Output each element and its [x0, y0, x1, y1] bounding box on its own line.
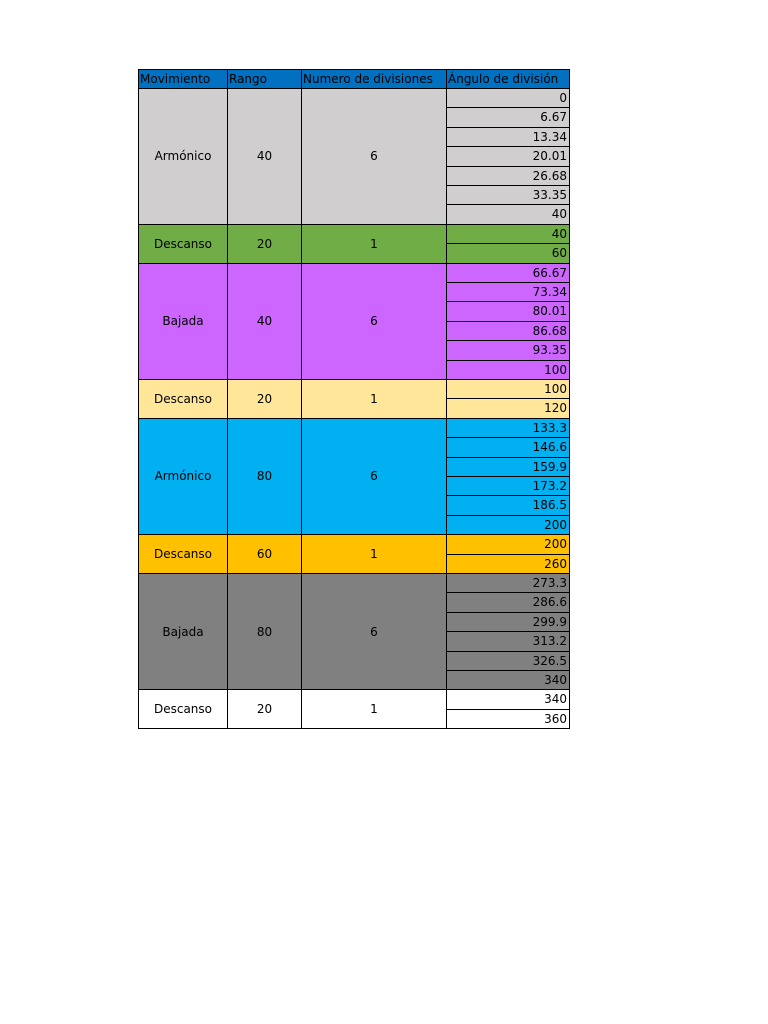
divisiones-cell[interactable]: 1 [301, 380, 446, 419]
rango-cell[interactable]: 40 [227, 264, 301, 380]
header-rango[interactable]: Rango [227, 69, 301, 89]
table-row [138, 535, 570, 574]
header-row [138, 69, 570, 89]
rango-cell[interactable]: 80 [227, 419, 301, 535]
angle-cell[interactable]: 73.34 [447, 283, 569, 302]
movimiento-cell[interactable]: Descanso [138, 690, 227, 729]
rango-cell[interactable]: 20 [227, 380, 301, 419]
rango-cell[interactable]: 40 [227, 89, 301, 225]
angle-cell[interactable]: 159.9 [447, 458, 569, 477]
header-divisiones[interactable]: Numero de divisiones [301, 69, 446, 89]
angle-cell[interactable]: 313.2 [447, 632, 569, 651]
movimiento-cell[interactable]: Descanso [138, 380, 227, 419]
angle-cell[interactable]: 360 [447, 710, 569, 729]
movimiento-cell[interactable]: Bajada [138, 574, 227, 690]
angle-cell[interactable]: 340 [447, 671, 569, 690]
divisiones-cell[interactable]: 1 [301, 225, 446, 264]
divisiones-cell[interactable]: 1 [301, 535, 446, 574]
angle-cell[interactable]: 286.6 [447, 593, 569, 612]
angle-list [446, 535, 570, 574]
movimiento-cell[interactable]: Bajada [138, 264, 227, 380]
divisiones-cell[interactable]: 6 [301, 89, 446, 225]
movimiento-cell[interactable]: Armónico [138, 419, 227, 535]
angle-cell[interactable]: 299.9 [447, 613, 569, 632]
angle-cell[interactable]: 33.35 [447, 186, 569, 205]
movimiento-cell[interactable]: Descanso [138, 225, 227, 264]
table-body [138, 89, 570, 729]
angle-list [446, 225, 570, 264]
angle-cell[interactable]: 40 [447, 205, 569, 224]
rango-cell[interactable]: 20 [227, 225, 301, 264]
rango-cell[interactable]: 60 [227, 535, 301, 574]
angle-cell[interactable]: 120 [447, 399, 569, 418]
divisiones-cell[interactable]: 6 [301, 264, 446, 380]
angle-cell[interactable]: 0 [447, 89, 569, 108]
angle-cell[interactable]: 86.68 [447, 322, 569, 341]
header-angulo[interactable]: Ángulo de división [446, 69, 570, 89]
angle-cell[interactable]: 133.3 [447, 419, 569, 438]
divisiones-cell[interactable]: 6 [301, 574, 446, 690]
angle-list [446, 419, 570, 535]
angle-cell[interactable]: 186.5 [447, 496, 569, 515]
divisiones-cell[interactable]: 1 [301, 690, 446, 729]
table-row [138, 574, 570, 690]
angle-cell[interactable]: 340 [447, 690, 569, 709]
angle-list [446, 574, 570, 690]
angle-list [446, 264, 570, 380]
angle-cell[interactable]: 273.3 [447, 574, 569, 593]
table-row [138, 419, 570, 535]
angle-cell[interactable]: 100 [447, 380, 569, 399]
angle-list [446, 89, 570, 225]
rango-cell[interactable]: 20 [227, 690, 301, 729]
angle-list [446, 690, 570, 729]
header-movimiento[interactable]: Movimiento [138, 69, 227, 89]
table-row [138, 264, 570, 380]
table-row [138, 89, 570, 225]
angle-cell[interactable]: 20.01 [447, 147, 569, 166]
angle-cell[interactable]: 60 [447, 244, 569, 263]
movimiento-cell[interactable]: Armónico [138, 89, 227, 225]
movimiento-cell[interactable]: Descanso [138, 535, 227, 574]
angle-cell[interactable]: 93.35 [447, 341, 569, 360]
divisiones-cell[interactable]: 6 [301, 419, 446, 535]
angle-cell[interactable]: 200 [447, 535, 569, 554]
angle-cell[interactable]: 200 [447, 516, 569, 535]
angle-cell[interactable]: 66.67 [447, 264, 569, 283]
angle-cell[interactable]: 326.5 [447, 652, 569, 671]
angle-cell[interactable]: 260 [447, 555, 569, 574]
table-row [138, 690, 570, 729]
angle-cell[interactable]: 13.34 [447, 128, 569, 147]
angle-cell[interactable]: 80.01 [447, 302, 569, 321]
angle-cell[interactable]: 100 [447, 361, 569, 380]
angle-cell[interactable]: 6.67 [447, 108, 569, 127]
angle-cell[interactable]: 173.2 [447, 477, 569, 496]
table-row [138, 380, 570, 419]
angle-cell[interactable]: 40 [447, 225, 569, 244]
rango-cell[interactable]: 80 [227, 574, 301, 690]
division-table [138, 69, 570, 729]
angle-cell[interactable]: 146.6 [447, 438, 569, 457]
table-row [138, 225, 570, 264]
angle-cell[interactable]: 26.68 [447, 167, 569, 186]
angle-list [446, 380, 570, 419]
